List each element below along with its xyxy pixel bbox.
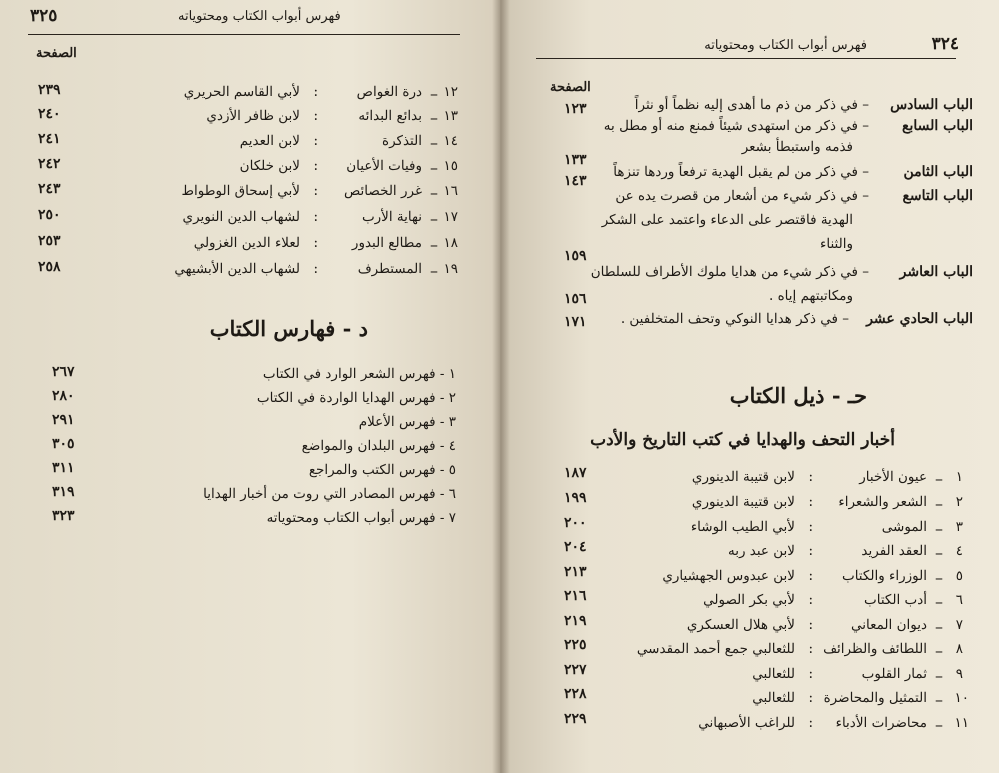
entry-author: لابن عبدوس الجهشياري bbox=[662, 568, 795, 584]
entry-number: ١٢ bbox=[443, 84, 458, 100]
entry-page: ٢١٦ bbox=[564, 588, 587, 604]
entry-title: اللطائف والظرائف bbox=[823, 641, 927, 657]
index-entry-text: ٢ - فهرس الهدايا الواردة في الكتاب bbox=[256, 390, 456, 406]
entry-page: ٢٤٠ bbox=[38, 106, 61, 122]
chapter-line: – في ذكر هدايا النوكي وتحف المتخلفين . bbox=[620, 311, 849, 327]
page-number: ٣٢٥ bbox=[30, 6, 58, 26]
entry-author: لأبي الطيب الوشاء bbox=[690, 519, 795, 535]
entry-author: لأبي إسحاق الوطواط bbox=[181, 183, 300, 199]
entry-page: ٢١٩ bbox=[564, 613, 587, 629]
entry-title: نهاية الأرب bbox=[361, 209, 422, 225]
entry-page: ٢٢٩ bbox=[564, 711, 587, 727]
chapter-page: ١٧١ bbox=[564, 314, 587, 330]
chapter-line: فذمه واستبطأ بشعر bbox=[741, 139, 853, 155]
entry-author: لابن العديم bbox=[239, 133, 300, 149]
entry-number: ١٥ bbox=[443, 158, 458, 174]
entry-number: ٨ bbox=[955, 641, 963, 657]
entry-page: ٢٠٠ bbox=[564, 515, 587, 531]
entry-number: ٤ bbox=[955, 543, 963, 559]
entry-title: الوزراء والكتاب bbox=[841, 568, 927, 584]
entry-author: لأبي هلال العسكري bbox=[686, 617, 795, 633]
index-entry-text: ٧ - فهرس أبواب الكتاب ومحتوياته bbox=[266, 510, 456, 526]
entry-author: للثعالبي bbox=[752, 666, 795, 682]
chapter-label: الباب الحادي عشر bbox=[866, 311, 973, 327]
entry-title: المستطرف bbox=[357, 261, 422, 277]
running-head: فهرس أبواب الكتاب ومحتوياته bbox=[178, 9, 341, 24]
chapter-line: والثناء bbox=[820, 236, 853, 252]
entry-title: بدائع البدائه bbox=[358, 108, 422, 124]
index-entry-text: ٦ - فهرس المصادر التي روت من أخبار الهدايا bbox=[203, 486, 456, 502]
index-entry-page: ٢٦٧ bbox=[52, 364, 75, 380]
chapter-line: – في ذكر من لم يقبل الهدية ترفعاً وردها تنزهاً bbox=[613, 164, 869, 180]
entry-number: ١٨ bbox=[443, 235, 458, 251]
chapter-line: ومكاتبتهم إياه . bbox=[769, 288, 853, 304]
index-entry-page: ٣١٩ bbox=[52, 484, 75, 500]
entry-page: ٢٢٧ bbox=[564, 662, 587, 678]
entry-title: درة الغواص bbox=[356, 84, 422, 100]
entry-page: ٢٥٨ bbox=[38, 259, 61, 275]
chapter-label: الباب السابع bbox=[902, 118, 973, 134]
running-head: فهرس أبواب الكتاب ومحتوياته bbox=[704, 38, 867, 53]
entry-title: التمثيل والمحاضرة bbox=[823, 690, 927, 706]
entry-author: لابن قتيبة الدينوري bbox=[691, 494, 795, 510]
entry-title: محاضرات الأدباء bbox=[835, 715, 927, 731]
section-heading: د - فهارس الكتاب bbox=[209, 316, 368, 341]
chapter-page: ١٤٣ bbox=[564, 173, 587, 189]
page-325: ٣٢٥ فهرس أبواب الكتاب ومحتوياته الصفحة ١٢ – درة الغواص : لأبي القاسم الحريري ٢٣٩ ١٣ – بدائع البدائه : لابن ظافر الأزدي ٢٤٠ ١٤ – التذكرة : لابن العديم ٢٤١ ١٥ – وفيات الأعيان : لابن خلكان ٢٤٢ ١٦ – غرر الخصائص : لأبي إسحاق الوطواط ٢٤٣ ١٧ – نهاية الأرب : لشهاب الدين النويري ٢٥٠ ١٨ – مطالع البدور : لعلاء الدين الغزولي ٢٥٣ ١٩ – المستطرف : لشهاب الدين الأبشيهي ٢٥٨ د - فهارس الكتاب ١ - فهرس الشعر الوارد في الكتاب ٢٦٧ ٢ - فهرس الهدايا الواردة في الكتاب ٢٨٠ ٣ - فهرس الأعلام ٢٩١ ٤ - فهرس البلدان والمواضع ٣٠٥ ٥ - فهرس الكتب والمراجع ٣١١ ٦ - فهرس المصادر التي روت من أخبار الهدايا ٣١٩ ٧ - فهرس أبواب الكتاب ومحتوياته ٣٢٣ bbox=[0, 0, 500, 773]
entry-number: ١٠ bbox=[954, 690, 969, 706]
chapter-line: – في ذكر شيء من أشعار من قصرت يده عن bbox=[615, 188, 869, 204]
entry-number: ٢ bbox=[955, 494, 963, 510]
entry-number: ٩ bbox=[955, 666, 963, 682]
chapter-line: الهدية فاقتصر على الدعاء واعتمد على الشكر bbox=[601, 212, 853, 228]
entry-number: ١٣ bbox=[443, 108, 458, 124]
entry-number: ١٧ bbox=[443, 209, 458, 225]
entry-title: ثمار القلوب bbox=[861, 666, 927, 682]
entry-title: العقد الفريد bbox=[861, 543, 927, 559]
chapter-label: الباب العاشر bbox=[899, 264, 973, 280]
chapter-label: الباب الثامن bbox=[903, 164, 973, 180]
entry-page: ٢٢٨ bbox=[564, 686, 587, 702]
index-entry-text: ٤ - فهرس البلدان والمواضع bbox=[301, 438, 456, 454]
entry-title: الشعر والشعراء bbox=[838, 494, 927, 510]
index-entry-text: ٥ - فهرس الكتب والمراجع bbox=[308, 462, 456, 478]
entry-page: ٢٤٣ bbox=[38, 181, 61, 197]
chapter-label: الباب السادس bbox=[890, 97, 973, 113]
entry-title: التذكرة bbox=[382, 133, 422, 149]
entry-number: ١٤ bbox=[443, 133, 458, 149]
section-heading: حـ - ذيل الكتاب bbox=[729, 383, 867, 408]
header-rule bbox=[28, 34, 460, 35]
page-number: ٣٢٤ bbox=[931, 34, 959, 54]
index-entry-page: ٣١١ bbox=[52, 460, 75, 476]
entry-number: ١٩ bbox=[443, 261, 458, 277]
index-entry-text: ١ - فهرس الشعر الوارد في الكتاب bbox=[262, 366, 456, 382]
entry-author: للثعالبي bbox=[752, 690, 795, 706]
index-entry-text: ٣ - فهرس الأعلام bbox=[358, 414, 456, 430]
entry-page: ١٨٧ bbox=[564, 465, 587, 481]
entry-title: مطالع البدور bbox=[351, 235, 422, 251]
entry-author: لابن ظافر الأزدي bbox=[206, 108, 300, 124]
chapter-page: ١٥٦ bbox=[564, 291, 587, 307]
entry-title: غرر الخصائص bbox=[343, 183, 422, 199]
chapter-line: – في ذكر من ذم ما أهدى إليه نظماً أو نثراً bbox=[634, 97, 869, 113]
page-324: ٣٢٤ فهرس أبواب الكتاب ومحتوياته الصفحة الباب السادس – في ذكر من ذم ما أهدى إليه نظماً أو نثراً ١٢٣ الباب السابع – في ذكر من استهدى شيئاً فمنع منه أو مطل به فذمه واستبطأ بشعر ١٣٣ الباب الثامن – في ذكر من لم يقبل الهدية ترفعاً وردها تنزهاً ١٤٣ الباب التاسع – في ذكر شيء من أشعار من قصرت يده عن الهدية فاقتصر على الدعاء واعتمد على الشكر والثناء ١٥٩ الباب العاشر – في ذكر شيء من هدايا ملوك الأطراف للسلطان ومكاتبتهم إياه . ١٥٦ الباب الحادي عشر – في ذكر هدايا النوكي وتحف المتخلفين . ١٧١ حـ - ذيل الكتاب أخبار التحف والهدايا في كتب التاريخ والأدب ١ – عيون الأخبار : لابن قتيبة الدينوري ١٨٧ ٢ – الشعر والشعراء : لابن قتيبة الدينوري ١٩٩ ٣ – الموشى : لأبي الطيب الوشاء ٢٠٠ ٤ – العقد الفريد : لابن عبد ربه ٢٠٤ ٥ – الوزراء والكتاب : لابن عبدوس الجهشياري ٢١٣ ٦ – أدب الكتاب : لأبي بكر الصولي ٢١٦ ٧ – ديوان المعاني : لأبي هلال العسكري ٢١٩ ٨ – اللطائف والظرائف : للثعالبي جمع أحمد المقدسي ٢٢٥ ٩ – ثمار القلوب : للثعالبي ٢٢٧ ١٠ – التمثيل والمحاضرة : للثعالبي ٢٢٨ ١١ – محاضرات الأدباء : للراغب الأصبهاني ٢٢٩ bbox=[500, 0, 999, 773]
entry-number: ١ bbox=[955, 469, 963, 485]
entry-page: ٢٠٤ bbox=[564, 539, 587, 555]
index-entry-page: ٢٩١ bbox=[52, 412, 75, 428]
entry-title: ديوان المعاني bbox=[850, 617, 927, 633]
column-label: الصفحة bbox=[550, 80, 591, 95]
entry-author: لابن خلكان bbox=[239, 158, 300, 174]
entry-page: ٢٣٩ bbox=[38, 82, 61, 98]
entry-page: ٢١٣ bbox=[564, 564, 587, 580]
section-subheading: أخبار التحف والهدايا في كتب التاريخ والأدب bbox=[590, 430, 895, 450]
entry-author: لأبي بكر الصولي bbox=[703, 592, 795, 608]
entry-number: ٧ bbox=[955, 617, 963, 633]
entry-author: لأبي القاسم الحريري bbox=[183, 84, 300, 100]
entry-title: وفيات الأعيان bbox=[346, 158, 422, 174]
entry-number: ٥ bbox=[955, 568, 963, 584]
entry-page: ٢٤٢ bbox=[38, 156, 61, 172]
entry-author: للراغب الأصبهاني bbox=[698, 715, 795, 731]
header-rule bbox=[536, 58, 956, 59]
chapter-page: ١٥٩ bbox=[564, 248, 587, 264]
entry-page: ٢٥٣ bbox=[38, 233, 61, 249]
index-entry-page: ٢٨٠ bbox=[52, 388, 75, 404]
entry-number: ١١ bbox=[954, 715, 969, 731]
chapter-page: ١٣٣ bbox=[564, 152, 587, 168]
entry-title: أدب الكتاب bbox=[864, 592, 927, 608]
entry-page: ٢٢٥ bbox=[564, 637, 587, 653]
chapter-line: – في ذكر شيء من هدايا ملوك الأطراف للسلطان bbox=[590, 264, 869, 280]
entry-page: ٢٤١ bbox=[38, 131, 61, 147]
entry-number: ١٦ bbox=[443, 183, 458, 199]
entry-author: لعلاء الدين الغزولي bbox=[193, 235, 300, 251]
index-entry-page: ٣٠٥ bbox=[52, 436, 75, 452]
entry-page: ١٩٩ bbox=[564, 490, 587, 506]
chapter-label: الباب التاسع bbox=[902, 188, 973, 204]
entry-author: للثعالبي جمع أحمد المقدسي bbox=[636, 641, 795, 657]
entry-number: ٦ bbox=[955, 592, 963, 608]
entry-page: ٢٥٠ bbox=[38, 207, 61, 223]
entry-author: لشهاب الدين الأبشيهي bbox=[174, 261, 300, 277]
column-label: الصفحة bbox=[36, 46, 77, 61]
entry-author: لابن قتيبة الدينوري bbox=[691, 469, 795, 485]
entry-title: عيون الأخبار bbox=[859, 469, 927, 485]
chapter-page: ١٢٣ bbox=[564, 101, 587, 117]
entry-author: لابن عبد ربه bbox=[727, 543, 795, 559]
entry-title: الموشى bbox=[881, 519, 927, 535]
chapter-line: – في ذكر من استهدى شيئاً فمنع منه أو مطل به bbox=[603, 118, 869, 134]
entry-number: ٣ bbox=[955, 519, 963, 535]
index-entry-page: ٣٢٣ bbox=[52, 508, 75, 524]
entry-author: لشهاب الدين النويري bbox=[182, 209, 300, 225]
